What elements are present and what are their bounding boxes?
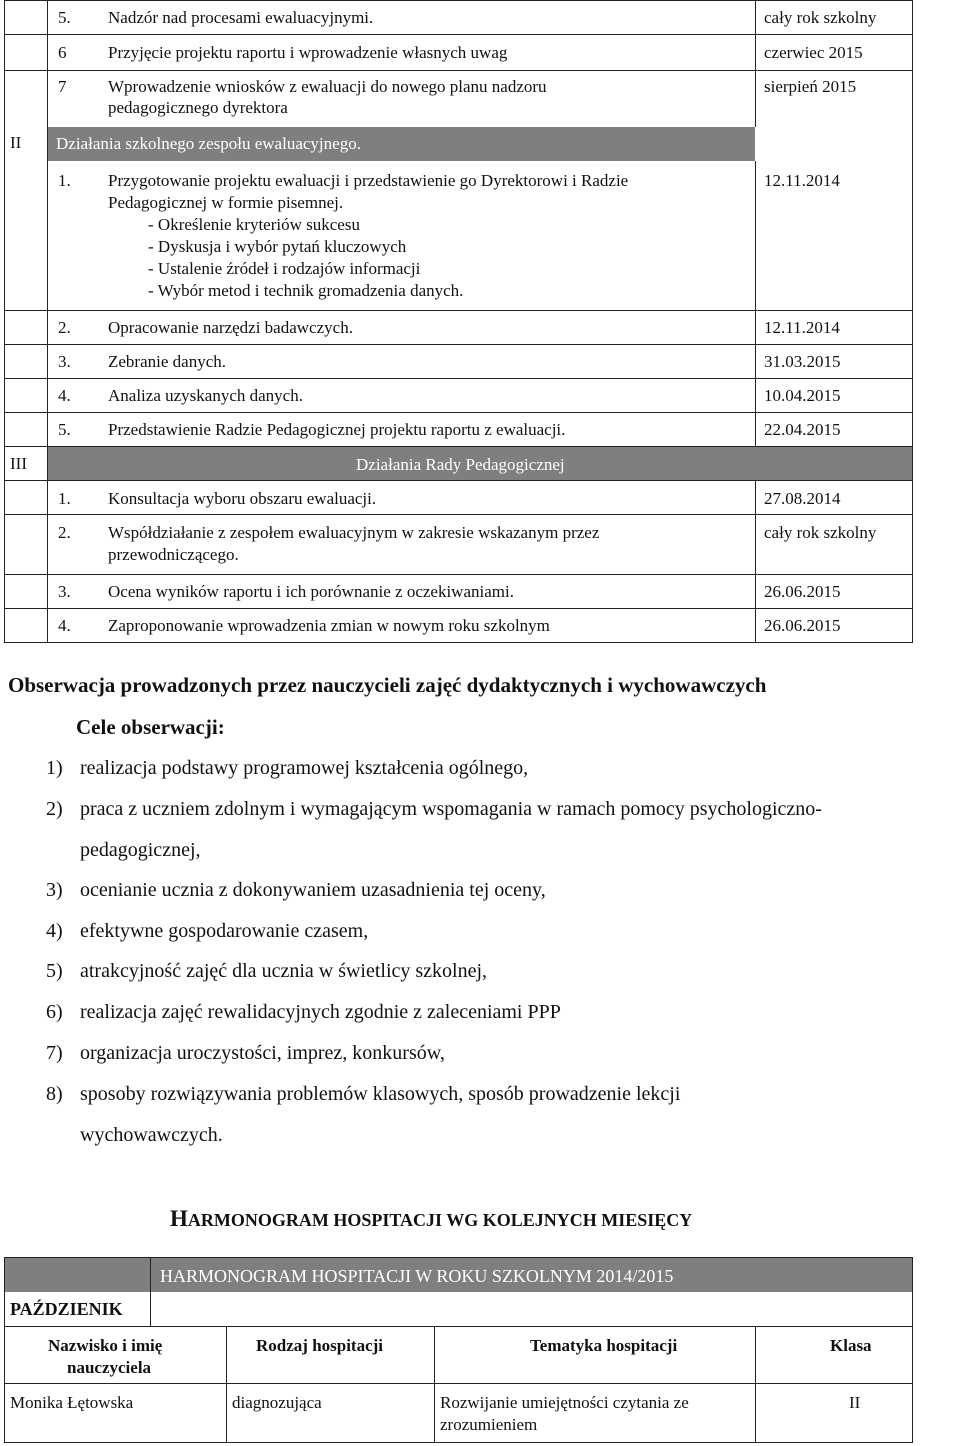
task-date: 10.04.2015 <box>764 386 841 405</box>
row-number: 4. <box>58 386 71 405</box>
section-roman: III <box>10 454 27 473</box>
task-text-line2: pedagogicznego dyrektora <box>108 98 288 117</box>
goal-text-cont: wychowawczych. <box>80 1124 223 1146</box>
row-number: 3. <box>58 582 71 601</box>
task-date: sierpień 2015 <box>764 77 857 96</box>
row-number: 7 <box>58 77 67 96</box>
row-number: 2. <box>58 523 71 542</box>
visit-topic-line1: Rozwijanie umiejętności czytania ze <box>440 1393 689 1412</box>
task-text-line1: Wprowadzenie wniosków z ewaluacji do nowego planu nadzoru <box>108 77 547 96</box>
header-name-line1: Nazwisko i imię <box>48 1336 163 1355</box>
task-text: Przyjęcie projektu raportu i wprowadzenie własnych uwag <box>108 43 508 62</box>
title-rest: ARMONOGRAM HOSPITACJI WG KOLEJNYCH MIESIĘCY <box>187 1210 693 1230</box>
goal-number: 7) <box>46 1042 63 1064</box>
task-date: 26.06.2015 <box>764 582 841 601</box>
task-text-line1: Współdziałanie z zespołem ewaluacyjnym w zakresie wskazanym przez <box>108 523 600 542</box>
task-text-line1: Przygotowanie projektu ewaluacji i przedstawienie go Dyrektorowi i Radzie <box>108 171 629 190</box>
row-number: 5. <box>58 420 71 439</box>
row-number: 1. <box>58 489 71 508</box>
row-number: 5. <box>58 8 71 27</box>
bullet-item: - Ustalenie źródeł i rodzajów informacji <box>148 259 421 278</box>
task-date: cały rok szkolny <box>764 8 877 27</box>
header-class: Klasa <box>830 1336 872 1355</box>
row-number: 1. <box>58 171 71 190</box>
task-date: 27.08.2014 <box>764 489 841 508</box>
task-text: Analiza uzyskanych danych. <box>108 386 303 405</box>
task-text: Nadzór nad procesami ewaluacyjnymi. <box>108 8 374 27</box>
visit-type: diagnozująca <box>232 1393 322 1412</box>
bullet-item: - Określenie kryteriów sukcesu <box>148 215 360 234</box>
row-number: 4. <box>58 616 71 635</box>
task-text: Zebranie danych. <box>108 352 226 371</box>
task-date: 12.11.2014 <box>764 318 840 337</box>
task-text: Konsultacja wyboru obszaru ewaluacji. <box>108 489 377 508</box>
header-name-line2: nauczyciela <box>67 1358 152 1377</box>
section-title: Działania szkolnego zespołu ewaluacyjnego. <box>56 134 361 153</box>
task-text: Przedstawienie Radzie Pedagogicznej projektu raportu z ewaluacji. <box>108 420 566 439</box>
row-number: 6 <box>58 43 67 62</box>
goal-number: 4) <box>46 920 63 942</box>
task-text-line2: Pedagogicznej w formie pisemnej. <box>108 193 344 212</box>
task-text-line2: przewodniczącego. <box>108 545 239 564</box>
task-date: czerwiec 2015 <box>764 43 863 62</box>
task-date: 31.03.2015 <box>764 352 841 371</box>
bullet-item: - Dyskusja i wybór pytań kluczowych <box>148 237 407 256</box>
section-title: Działania Rady Pedagogicznej <box>356 455 565 474</box>
task-date: 22.04.2015 <box>764 420 841 439</box>
goal-number: 6) <box>46 1001 63 1023</box>
goal-number: 5) <box>46 960 63 982</box>
row-number: 3. <box>58 352 71 371</box>
month-label: PAŹDZIENIK <box>10 1299 123 1319</box>
row-number: 2. <box>58 318 71 337</box>
goal-text: praca z uczniem zdolnym i wymagającym wspomagania w ramach pomocy psychologiczno- <box>80 798 822 820</box>
goal-text: realizacja zajęć rewalidacyjnych zgodnie z zaleceniami PPP <box>80 1001 561 1023</box>
goal-text: sposoby rozwiązywania problemów klasowych, sposób prowadzenie lekcji <box>80 1083 681 1105</box>
visit-topic-line2: zrozumieniem <box>440 1415 538 1434</box>
bullet-item: - Wybór metod i technik gromadzenia danych. <box>148 281 464 300</box>
observation-heading: Obserwacja prowadzonych przez nauczycieli zajęć dydaktycznych i wychowawczych <box>8 673 767 697</box>
goal-number: 1) <box>46 757 63 779</box>
table-title: HARMONOGRAM HOSPITACJI W ROKU SZKOLNYM 2014/2015 <box>160 1266 674 1286</box>
goal-text: realizacja podstawy programowej kształcenia ogólnego, <box>80 757 529 779</box>
goal-text: efektywne gospodarowanie czasem, <box>80 920 369 942</box>
class-value: II <box>849 1393 861 1412</box>
goal-text: atrakcyjność zajęć dla ucznia w świetlicy szkolnej, <box>80 960 488 982</box>
task-text: Opracowanie narzędzi badawczych. <box>108 318 353 337</box>
goal-text: ocenianie ucznia z dokonywaniem uzasadnienia tej oceny, <box>80 879 546 901</box>
task-text: Ocena wyników raportu i ich porównanie z oczekiwaniami. <box>108 582 514 601</box>
goal-number: 2) <box>46 798 63 820</box>
teacher-name: Monika Łętowska <box>10 1393 134 1412</box>
harmonogram-title <box>170 1206 692 1232</box>
goal-text-cont: pedagogicznej, <box>80 839 201 861</box>
title-initial: H <box>170 1206 188 1231</box>
task-date: cały rok szkolny <box>764 523 877 542</box>
goals-subheading: Cele obserwacji: <box>76 715 225 739</box>
header-type: Rodzaj hospitacji <box>256 1336 384 1355</box>
goal-number: 8) <box>46 1083 63 1105</box>
section-roman: II <box>10 133 22 152</box>
task-text: Zaproponowanie wprowadzenia zmian w nowym roku szkolnym <box>108 616 550 635</box>
task-date: 12.11.2014 <box>764 171 840 190</box>
goal-text: organizacja uroczystości, imprez, konkursów, <box>80 1042 445 1064</box>
goal-number: 3) <box>46 879 63 901</box>
header-topic: Tematyka hospitacji <box>530 1336 678 1355</box>
task-date: 26.06.2015 <box>764 616 841 635</box>
